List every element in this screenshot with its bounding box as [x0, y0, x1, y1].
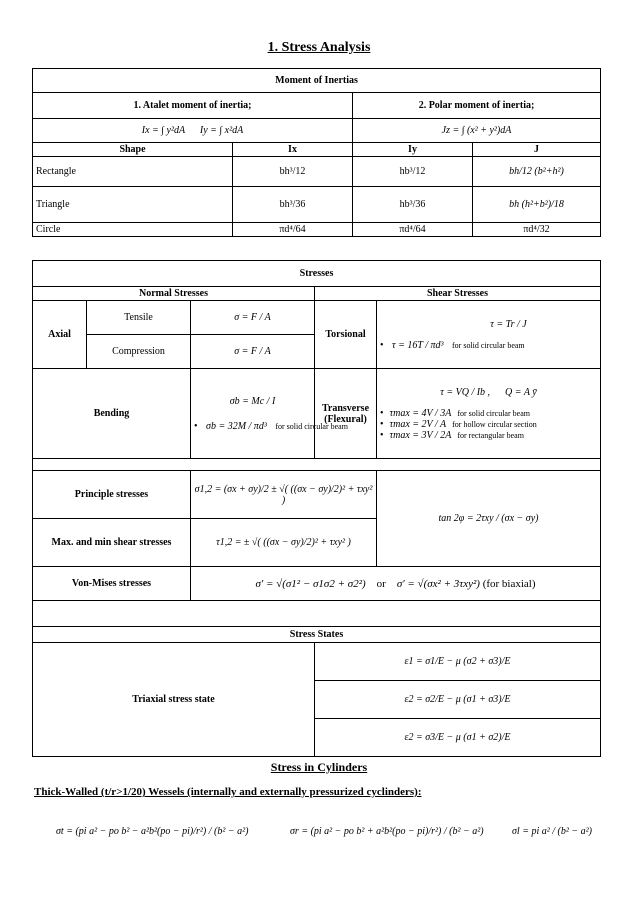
table-row: [33, 187, 601, 223]
stresses-header: Stresses: [33, 261, 601, 287]
vonmises-cell: [191, 567, 601, 601]
tau-max1-formula: [380, 408, 597, 419]
vonmises-formula-2: σ' = √(σx² + 3τxy²): [396, 577, 480, 590]
formula-ix: Ix = ∫ y²dA: [141, 125, 185, 136]
cylinders-title: Stress in Cylinders: [270, 760, 368, 774]
tau-max3-formula: [380, 430, 597, 441]
vonmises-label: Von-Mises stresses: [33, 567, 191, 601]
col-shape: Shape: [33, 143, 233, 157]
tau-max3-text: τmax = 3V / 2A: [389, 429, 452, 441]
iy-cell: hb³/12: [353, 157, 473, 187]
tau-max2-formula: [380, 419, 597, 430]
triaxial-label: Triaxial stress state: [33, 643, 315, 757]
iy-cell: hb³/36: [353, 187, 473, 223]
tau-solid-formula: [380, 340, 597, 351]
strain-eq-2: ε2 = σ2/E − μ (σ1 + σ3)/E: [315, 681, 601, 719]
flexural-text: (Flexural): [324, 413, 367, 425]
sigma-32m-formula: [194, 420, 348, 432]
sigma-l-formula: σl = pi a² / (b² − a²): [512, 826, 592, 837]
moi-sub-atalet: 1. Atalet moment of inertia;: [33, 93, 353, 119]
vonmises-formula: σ' = √(σ1² − σ1σ2 + σ2²): [255, 577, 366, 590]
col-j: J: [473, 143, 601, 157]
moi-header: Moment of Inertias: [33, 69, 601, 93]
maxmin-formula: τ1,2 = ± √( ((σx − σy)/2)² + τxy² ): [191, 519, 377, 567]
transverse-label: [315, 369, 377, 459]
strain-eq-3: ε2 = σ3/E − μ (σ1 + σ2)/E: [315, 719, 601, 757]
note-solid-bending: for solid circular beam: [275, 421, 348, 431]
moment-of-inertia-table: [32, 68, 601, 237]
spacer-row: [33, 459, 601, 471]
shear-stresses-header: Shear Stresses: [315, 287, 601, 301]
sigma-mc-i-formula: σb = Mc / I: [229, 395, 276, 407]
q-ay-text: Q = A ȳ: [505, 386, 537, 398]
tensile-label: Tensile: [87, 301, 191, 335]
principle-formula: σ1,2 = (σx + σy)/2 ± √( ((σx − σy)/2)² + τxy² ): [191, 471, 377, 519]
sigma-32m-text: σb = 32M / πd³: [206, 420, 267, 432]
bending-label: Bending: [33, 369, 191, 459]
tau-max2-text: τmax = 2V / A: [389, 418, 447, 430]
moi-formula-jz: Jz = ∫ (x² + y²)dA: [353, 119, 601, 143]
biaxial-text: (for biaxial): [482, 577, 536, 590]
table-row: [33, 223, 601, 237]
stress-states-header: Stress States: [33, 627, 601, 643]
sigma-r-formula: σr = (pi a² − po b² + a²b²(po − pi)/r²) / (b² − a²): [290, 826, 484, 837]
sigma-t-formula: σt = (pi a² − po b² − a²b²(po − pi)/r²) / (b² − a²): [56, 826, 249, 837]
strain-eq-1: ε1 = σ1/E − μ (σ2 + σ3)/E: [315, 643, 601, 681]
compression-formula: σ = F / A: [191, 335, 315, 369]
moi-formula-ixiy: [33, 119, 353, 143]
note-max3: for rectangular beam: [457, 430, 524, 440]
col-iy: Iy: [353, 143, 473, 157]
spacer-row-2: [33, 601, 601, 627]
stresses-table: [32, 260, 601, 757]
torsional-label: Torsional: [315, 301, 377, 369]
thick-walled-heading: Thick-Walled (t/r>1/20) Wessels (internally and externally pressurized cyclinders):: [34, 786, 422, 798]
table-row: [33, 157, 601, 187]
normal-stresses-header: Normal Stresses: [33, 287, 315, 301]
iy-cell: πd⁴/64: [353, 223, 473, 237]
note-max2: for hollow circular section: [452, 419, 537, 429]
col-ix: Ix: [233, 143, 353, 157]
ix-cell: πd⁴/64: [233, 223, 353, 237]
axial-label: Axial: [33, 301, 87, 369]
tau-tr-j-formula: τ = Tr / J: [490, 318, 527, 330]
maxmin-label: Max. and min shear stresses: [33, 519, 191, 567]
note-max1: for solid circular beam: [457, 408, 530, 418]
tau-vq-text: τ = VQ / Ib ,: [440, 386, 491, 398]
j-cell: πd⁴/32: [473, 223, 601, 237]
j-cell: bh/12 (b²+h²): [473, 157, 601, 187]
j-cell: bh (h²+b²)/18: [473, 187, 601, 223]
tan-formula: tan 2φ = 2τxy / (σx − σy): [377, 471, 601, 567]
tensile-formula: σ = F / A: [191, 301, 315, 335]
transverse-text: Transverse: [321, 402, 370, 414]
formula-iy: Iy = ∫ x²dA: [199, 125, 244, 136]
shape-cell: Rectangle: [33, 157, 233, 187]
torsional-cell: [377, 301, 601, 369]
tau-solid-text: τ = 16T / πd³: [392, 339, 444, 351]
tau-max1-text: τmax = 4V / 3A: [389, 407, 452, 419]
tau-vq-formula: [380, 387, 597, 398]
compression-label: Compression: [87, 335, 191, 369]
ix-cell: bh³/36: [233, 187, 353, 223]
or-text: or: [376, 577, 386, 590]
note-solid-shaft: for solid circular beam: [452, 340, 525, 350]
page-title: 1. Stress Analysis: [267, 40, 371, 55]
ix-cell: bh³/12: [233, 157, 353, 187]
shape-cell: Triangle: [33, 187, 233, 223]
principle-label: Principle stresses: [33, 471, 191, 519]
transverse-cell: [377, 369, 601, 459]
shape-cell: Circle: [33, 223, 233, 237]
moi-sub-polar: 2. Polar moment of inertia;: [353, 93, 601, 119]
